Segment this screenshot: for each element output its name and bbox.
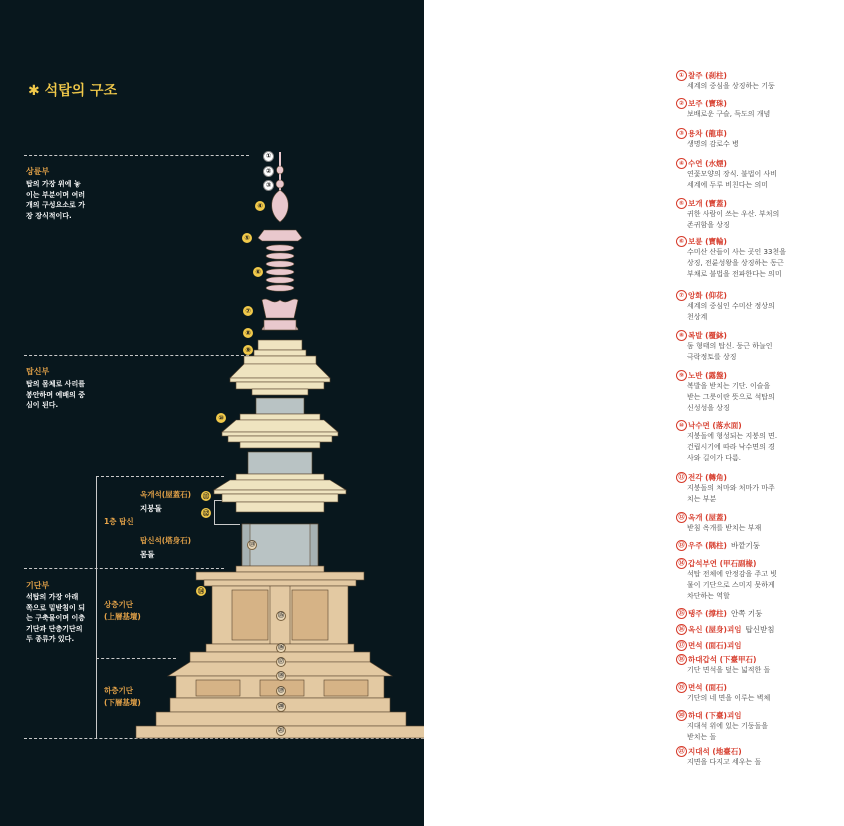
legend-desc-line: 치는 부분 (687, 495, 717, 503)
marker-5: ⑤ (242, 233, 252, 243)
asterisk-icon: ✱ (28, 83, 40, 99)
legend-desc-line: 보배로운 구슬, 득도의 개념 (687, 110, 771, 118)
legend-desc-line: 세계의 중심인 수미산 정상의 (687, 302, 775, 310)
legend-number: ⑥ (676, 236, 687, 247)
legend-entry (676, 128, 836, 150)
legend-entry (676, 370, 836, 414)
legend-desc-line: 생명의 감로수 병 (687, 140, 739, 148)
caption-upper-gidan: 상층기단 (104, 600, 133, 609)
roof-2-slope (222, 420, 338, 432)
legend-term (676, 472, 836, 483)
legend-entry (676, 746, 836, 768)
legend-number: ⑳ (676, 710, 687, 721)
legend-term-text: 전각 (轉角) (688, 473, 727, 482)
legend-term-text: 수연 (水煙) (688, 159, 727, 168)
legend-term-text: 옥신 (屋身)괴임 (688, 625, 742, 634)
legend-number: ⑱ (676, 654, 687, 665)
legend-desc-line: 받는 그릇이란 뜻으로 석탑의 (687, 393, 775, 401)
caption-lower-gidan-hanja: (下層基壇) (104, 698, 141, 707)
roof-3-base (252, 389, 308, 395)
legend-term (676, 370, 836, 381)
legend-number: ⑫ (676, 512, 687, 523)
legend-term-text: 낙수면 (落水面) (688, 421, 742, 430)
legend-desc-line: 석탑 전체에 안정감을 주고 빗 (687, 570, 778, 578)
legend-term (676, 640, 836, 651)
body-2 (248, 452, 312, 474)
legend-number: ⑭ (676, 558, 687, 569)
legend-term (676, 624, 836, 635)
marker-4: ④ (255, 201, 265, 211)
marker-2: ② (263, 166, 274, 177)
legend-term-text: 용차 (龍車) (688, 129, 727, 138)
marker-21: ㉑ (277, 727, 284, 734)
roof-2-base (240, 442, 320, 448)
marker-16: ⑯ (277, 644, 284, 651)
legend-term (676, 746, 836, 757)
marker-18: ⑱ (277, 672, 284, 679)
roof-3-slope (230, 364, 330, 378)
legend-desc-line: 차단하는 역할 (687, 592, 730, 600)
legend-term-text: 하대갑석 (下臺甲石) (688, 655, 757, 664)
legend-number: ⑦ (676, 290, 687, 301)
title-text: 석탑의 구조 (44, 83, 118, 99)
legend-entry (676, 540, 836, 551)
marker-9: ⑨ (243, 345, 253, 355)
legend-entry (676, 98, 836, 120)
legend-desc-line: 지면을 다지고 세우는 돌 (687, 758, 762, 766)
roof-1-base (236, 502, 324, 512)
roof-2-steps (240, 414, 320, 420)
lower-face-panel-1 (196, 680, 240, 696)
legend-entry (676, 420, 836, 464)
legend-number: ③ (676, 128, 687, 139)
legend-term (676, 236, 836, 247)
legend-number: ⑩ (676, 420, 687, 431)
caption-momdol: 몸돌 (140, 550, 155, 559)
body-3 (256, 398, 304, 414)
roof-3-support (236, 382, 324, 389)
marker-12: ⑫ (202, 509, 210, 517)
legend-term (676, 558, 836, 569)
legend-term-text: 앙화 (仰花) (688, 291, 727, 300)
upper-gapseok-buyeon (204, 580, 356, 586)
legend-term-text: 탱주 (撑柱) (688, 609, 727, 618)
marker-14: ⑭ (197, 587, 205, 595)
legend-term-text: 면석 (面石) (688, 683, 727, 692)
legend-number: ⑰ (676, 640, 687, 651)
legend-term-text: 보륜 (寶輪) (688, 237, 727, 246)
legend-entry (676, 654, 836, 676)
legend-number: ⑬ (676, 540, 687, 551)
marker-13: ⑬ (248, 541, 255, 548)
marker-3: ③ (263, 180, 274, 191)
legend-number: ⑧ (676, 330, 687, 341)
legend-number: ⑲ (676, 682, 687, 693)
section-label-gidan: 기단부 (26, 581, 50, 590)
legend-desc-line: 복발을 받치는 기단. 이슬을 (687, 382, 771, 390)
legend-term-text: 옥개 (屋蓋) (688, 513, 727, 522)
legend-term (676, 512, 836, 523)
legend-term-text: 하대 (下臺)괴임 (688, 711, 742, 720)
legend-term-text: 찰주 (刹柱) (688, 71, 727, 80)
jewel-yongcha (276, 180, 284, 188)
legend-inline-desc: 바깥기둥 (730, 541, 760, 550)
caption-okgaeseok: 옥개석(屋蓋石) (140, 490, 192, 499)
caption-tapsinseok: 탑신석(塔身石) (140, 536, 192, 545)
legend-number: ⑤ (676, 198, 687, 209)
marker-15: ⑮ (277, 612, 284, 619)
roof-1-eave (214, 490, 346, 494)
legend-term-text: 노반 (露盤) (688, 371, 727, 380)
marker-20: ⑳ (277, 703, 284, 710)
legend-entry (676, 290, 836, 323)
legend-desc-line: 연꽃모양의 장식. 불법이 사비 (687, 170, 778, 178)
legend-term (676, 654, 836, 665)
legend-term-text: 지대석 (地臺石) (688, 747, 742, 756)
marker-11: ⑪ (202, 492, 210, 500)
legend-term-text: 우주 (隅柱) (688, 541, 727, 550)
legend-desc-line: 지붕돌의 처마와 처마가 마주 (687, 484, 775, 492)
caption-lower-gidan: 하층기단 (104, 686, 133, 695)
marker-10: ⑩ (216, 413, 226, 423)
legend-entry (676, 710, 836, 743)
legend-entry (676, 558, 836, 602)
legend-number: ① (676, 70, 687, 81)
suyeon-flame (272, 190, 289, 222)
legend-desc-line: 극락정토를 상징 (687, 353, 737, 361)
legend-desc-line: 수미산 산들이 사는 곳인 33천을 (687, 248, 786, 256)
anghwa-lotus (262, 299, 298, 318)
legend-number: ② (676, 98, 687, 109)
legend-desc-line: 받침 옥개를 받치는 부재 (687, 524, 762, 532)
legend-entry (676, 70, 836, 92)
legend-inline-desc: 안쪽 기둥 (730, 609, 763, 618)
legend-number: ⑯ (676, 624, 687, 635)
legend-entry (676, 608, 836, 619)
legend-desc-line: 물이 기단으로 스미지 못하게 (687, 581, 775, 589)
legend-term (676, 540, 836, 551)
legend-term (676, 198, 836, 209)
legend-entry (676, 236, 836, 280)
marker-8: ⑧ (243, 328, 253, 338)
section-desc-gidan: 석탑의 가장 아래 쪽으로 밑받침이 되는 구축물이며 이층기단과 단층기단의 두 종류가 있다. (26, 593, 85, 643)
section-desc-sangryun: 탑의 가장 위에 놓이는 부분이며 여러 개의 구성요소로 가장 장식적이다. (26, 180, 85, 220)
caption-upper-gidan-hanja: (上層基壇) (104, 612, 141, 621)
legend-entry (676, 640, 836, 651)
roof-1-slope (214, 480, 346, 490)
section-desc-tapsin: 탑의 몸체로 사리를 봉안하며 예배의 중심이 된다. (26, 380, 85, 409)
legend-desc-line: 천상계 (687, 313, 708, 321)
legend-term (676, 98, 836, 109)
legend-term-text: 보주 (寶珠) (688, 99, 727, 108)
legend-desc-line: 사와 길이가 다름. (687, 454, 742, 462)
legend-entry (676, 158, 836, 191)
noban-base (258, 340, 302, 350)
legend-desc-line: 상징, 전륜성왕을 상징하는 동근 (687, 259, 784, 267)
marker-17: ⑰ (277, 658, 284, 665)
marker-6: ⑥ (253, 267, 263, 277)
legend-term-text: 면석 (面石)괴임 (688, 641, 742, 650)
legend-number: ㉑ (676, 746, 687, 757)
roof-2-eave (222, 432, 338, 436)
legend-panel (424, 0, 844, 826)
legend-term (676, 608, 836, 619)
roof-3-steps (244, 356, 316, 364)
legend-desc-line: 부채로 불법을 전파한다는 의미 (687, 270, 782, 278)
legend-term (676, 330, 836, 341)
bokbal-body (264, 320, 296, 330)
legend-term (676, 710, 836, 721)
legend-term (676, 420, 836, 431)
legend-term (676, 158, 836, 169)
noban-step (254, 350, 306, 356)
legend-term-text: 보개 (寶蓋) (688, 199, 727, 208)
legend-number: ⑪ (676, 472, 687, 483)
marker-1: ① (263, 151, 274, 162)
roof-1-steps (236, 474, 324, 480)
legend-number: ⑮ (676, 608, 687, 619)
legend-entry (676, 512, 836, 534)
legend-desc-line: 기단의 네 면을 이루는 벽체 (687, 694, 771, 702)
caption-jibungdol: 지붕돌 (140, 504, 162, 513)
legend-term-text: 갑석부연 (甲石副椽) (688, 559, 757, 568)
legend-desc-line: 존귀함을 상징 (687, 221, 730, 229)
upper-face-panel-left (232, 590, 268, 640)
legend-desc-line: 기단 면석을 덮는 넓적한 돌 (687, 666, 771, 674)
legend-inline-desc: 탑신받침 (745, 625, 775, 634)
legend-desc-line: 세계에 두루 비친다는 의미 (687, 181, 769, 189)
legend-entry (676, 682, 836, 704)
upper-gapseok (196, 572, 364, 580)
legend-desc-line: 세계의 중심을 상징하는 기둥 (687, 82, 775, 90)
legend-desc-line: 귀한 사람이 쓰는 우산. 부처의 (687, 210, 780, 218)
boryun-rings (266, 245, 294, 291)
legend-number: ④ (676, 158, 687, 169)
legend-term (676, 682, 836, 693)
caption-first-tapsin: 1층 탑신 (104, 517, 134, 526)
roof-2-support (228, 436, 332, 442)
section-label-tapsin: 탑신부 (26, 367, 50, 376)
legend-term-text: 복발 (覆鉢) (688, 331, 727, 340)
legend-entry (676, 330, 836, 363)
legend-desc-line: 받치는 돌 (687, 733, 717, 741)
body-1-pillar-right (310, 524, 318, 566)
marker-7: ⑦ (243, 306, 253, 316)
legend-term (676, 128, 836, 139)
section-label-sangryun: 상륜부 (26, 167, 50, 176)
legend-desc-line: 지대석 위에 있는 기둥돌을 (687, 722, 769, 730)
upper-face-panel-right (292, 590, 328, 640)
oksin-goeim (236, 566, 324, 572)
legend-number: ⑨ (676, 370, 687, 381)
legend-entry (676, 198, 836, 231)
bogae-canopy (258, 230, 302, 241)
legend-term (676, 70, 836, 81)
legend-desc-line: 건립시기에 따라 낙수면의 경 (687, 443, 775, 451)
roof-3-eave (230, 378, 330, 382)
lower-face-panel-3 (324, 680, 368, 696)
legend-entry (676, 472, 836, 505)
marker-19: ⑲ (277, 687, 284, 694)
legend-desc-line: 지붕돌에 형성되는 지붕의 면. (687, 432, 778, 440)
legend-desc-line: 신성성을 상징 (687, 404, 730, 412)
legend-entry (676, 624, 836, 635)
roof-1-support (222, 494, 338, 502)
legend-term (676, 290, 836, 301)
jewel-boju (277, 166, 284, 174)
legend-desc-line: 돔 형태의 탑신. 둥근 하늘인 (687, 342, 773, 350)
jidaeseok-upper (156, 712, 406, 726)
